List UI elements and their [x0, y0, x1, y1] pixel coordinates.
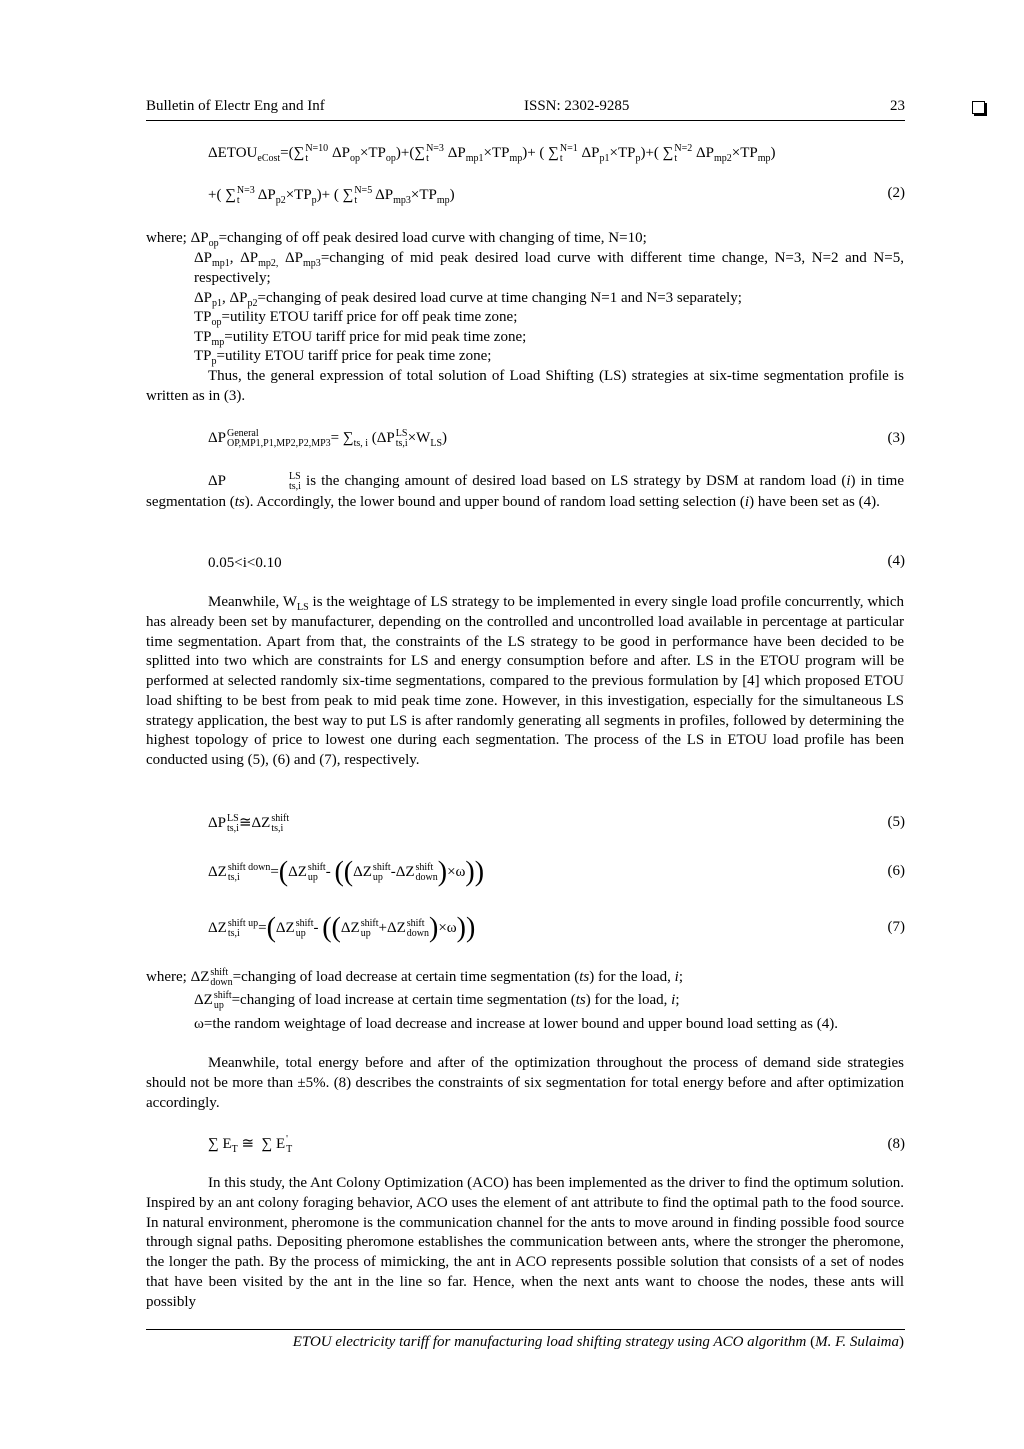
equation-4: 0.05<i<0.10: [208, 555, 282, 571]
equation-7-number: (7): [887, 919, 905, 935]
equation-6: ΔZ shift down ts,i =(ΔZ shift up - ((ΔZ shift up -ΔZ shift down )×ω)): [208, 856, 485, 888]
equation-5: ΔP LS ts,i ≅ΔZ shift ts,i: [208, 812, 290, 834]
equation-8-number: (8): [887, 1136, 905, 1152]
equation-6-number: (6): [887, 863, 905, 879]
footer-divider: [146, 1329, 905, 1330]
page-number: 23: [890, 98, 905, 114]
equation-2-number: (2): [887, 185, 905, 201]
def-up: ΔZ shift up =changing of load increase at certain time segmentation (ts) for the load, i;: [194, 989, 680, 1011]
equation-3: ΔP General OP,MP1,P1,MP2,P2,MP3 = $\sum_{ts, i}$ (ΔP LS ts,i $\times W_{LS}$): [208, 427, 448, 449]
where-line-down: where; ΔZ shift down =changing of load decrease at certain time segmentation (ts) for the load, i;: [146, 966, 684, 988]
equation-4-number: (4): [887, 553, 905, 569]
equation-5-number: (5): [887, 814, 905, 830]
equation-8: ∑ $E_T$ ≅ ∑ E ' T: [208, 1133, 293, 1155]
equation-7: ΔZ shift up ts,i =(ΔZ shift up - ((ΔZ shift up +ΔZ shift down )×ω)): [208, 912, 476, 944]
def-tp-op: $TP_{op}=utility$ ETOU tariff price for off peak time zone;: [194, 309, 518, 328]
def-omega: ω=the random weightage of load decrease and increase at lower bound and upper bound load setting as (4).: [194, 1016, 838, 1032]
def-tp-mp: $TP_{mp}=utility$ ETOU tariff price for mid peak time zone;: [194, 329, 527, 348]
paragraph-thus: Thus, the general expression of total solution of Load Shifting (LS) strategies at six-time segmentation profile is written as in (3).: [146, 368, 904, 404]
def-tp-p: $TP_p=utility$ ETOU tariff price for peak time zone;: [194, 348, 492, 367]
where-line-op: where; $\Delta P_{op}=changing$ of off peak desired load curve with changing of time, N=10;: [146, 230, 647, 249]
def-peak: $\Delta P_{p1}$, $\Delta P_{p2}=changing$ of peak desired load curve at time changing N=1 and N=3 separately;: [194, 290, 742, 309]
box-icon: [972, 101, 985, 114]
running-footer: ETOU electricity tariff for manufacturing load shifting strategy using ACO algorithm (M. F. Sulaima): [292, 1334, 904, 1350]
paragraph-energy: Meanwhile, total energy before and after of the optimization throughout the process of demand side strategies should not be more than ±5%. (8) describes the constraints of six segmentation for total energy before and after optimization accordingly.: [146, 1055, 904, 1111]
def-mid-peak: $\Delta P_{mp1}$, $\Delta P_{mp2,}$ $\Delta P_{mp3}=changing$ of mid peak desired load curve with different time change, N=3, N=2 and N=5, respectively;: [194, 250, 904, 286]
equation-2-line-1: $\Delta ETOU_{eCost}=(\sum$ N=10 t $\Delta P_{op}\times TP_{op})+(\sum$ N=3 t $\Delta P_{mp1}\times TP_{mp})+$ ( ∑ N=1 t $\Delta P_{p1}\times TP_p)+$( ∑ N=2 t $\Delta P_{mp2}\times TP_{mp}$): [208, 142, 776, 164]
running-header: [146, 98, 905, 121]
equation-2-line-2: +( ∑ N=3 t $\Delta P_{p2}\times TP_p)+$ ( ∑ N=5 t $\Delta P_{mp3}\times TP_{mp}$): [208, 184, 455, 206]
paragraph-aco: In this study, the Ant Colony Optimization (ACO) has been implemented as the driver to find the optimum solution. Inspired by an ant colony foraging behavior, ACO uses the element of ant attribute to find the optimal path to the food source. In natural environment, pheromone is the communication channel for the ants to move around in finding possible food source through signal paths. Depositing pheromone establishes the communication between ants, where the stronger the pheromone, the longer the path. By the process of mimicking, the ant in ACO represents possible solution that consists of a set of nodes that have been visited by the ant in the line so far. Hence, when the next ants want to choose the nodes, these ants will possibly: [146, 1175, 904, 1310]
equation-3-number: (3): [887, 430, 905, 446]
journal-name: Bulletin of Electr Eng and Inf: [146, 98, 325, 114]
issn: ISSN: 2302-9285: [524, 98, 630, 114]
paragraph-meanwhile: Meanwhile, $W_{LS}$ is the weightage of LS strategy to be implemented in every single load profile concurrently, which has already been set by manufacturer, depending on the controlled and uncontrolled load available in percentage at particular time segmentation. Apart from that, the constraints of the LS strategy to be good in performance have been decided to be splitted into two which are constraints for LS and energy consumption before and after. LS in the ETOU program will be performed at selected randomly six-time segmentations, compared to the previous formulation by [4] which proposed ETOU load shifting to be best from peak to mid peak time zone. However, in this investigation, especially for the simultaneous LS strategy application, the best way to put LS is after randomly generating all segments in profiles, followed by determining the highest topology of price to lowest one during each segmentation. The process of the LS in ETOU load profile has been conducted using (5), (6) and (7), respectively.: [146, 594, 904, 768]
paragraph-delta-p: ΔP LS ts,i is the changing amount of desired load based on LS strategy by DSM at random load (i) in time segmentation (ts). Accordingly, the lower bound and upper bound of random load setting selection (i) have been set as (4).: [146, 470, 904, 510]
